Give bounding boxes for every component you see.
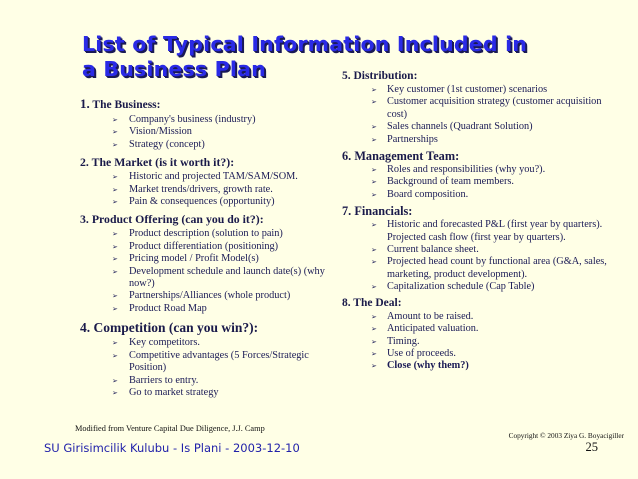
item-text: Customer acquisition strategy (customer acquisition cost) [387,96,602,120]
list-item [342,96,624,121]
section-number: 6. [342,149,352,164]
arrow-bullet-icon: ➢ [371,258,377,267]
section-title: The Deal: [353,296,402,309]
arrow-bullet-icon: ➢ [371,178,377,187]
section-number: 7. [342,204,352,219]
list-item [80,350,342,375]
item-text: Anticipated valuation. [387,323,479,335]
bullet-list [80,337,342,399]
page-number: 25 [585,440,598,454]
section-distribution [342,68,624,146]
arrow-bullet-icon: ➢ [112,173,118,182]
bullet-list [342,84,624,146]
item-text: Historic and projected TAM/SAM/SOM. [129,171,298,183]
section-financials [342,203,624,293]
list-item [342,360,624,372]
arrow-bullet-icon: ➢ [371,337,377,346]
bullet-list [80,171,342,208]
section-heading [80,318,342,337]
arrow-bullet-icon: ➢ [112,267,118,276]
list-item [342,244,624,256]
list-item [80,266,342,291]
item-text: Product differentiation (positioning) [129,240,279,252]
arrow-bullet-icon: ➢ [112,292,118,301]
arrow-bullet-icon: ➢ [371,349,377,358]
list-item [342,176,624,188]
arrow-bullet-icon: ➢ [371,312,377,321]
list-item [342,121,624,133]
item-text: Partnerships [387,133,438,145]
arrow-bullet-icon: ➢ [371,135,377,144]
section-heading [80,154,342,171]
item-text: Board composition. [387,188,469,200]
source-credit: Modified from Venture Capital Due Diligence, J.J. Camp [75,424,265,433]
list-item [342,134,624,146]
list-item [80,228,342,240]
item-text: Close (why them?) [387,360,469,372]
right-column [342,68,624,373]
arrow-bullet-icon: ➢ [371,166,377,175]
item-text: Partnerships/Alliances (whole product) [129,290,291,302]
bullet-list [342,164,624,201]
list-item [80,139,342,151]
section-number: 1. [80,96,90,111]
list-item [342,348,624,360]
arrow-bullet-icon: ➢ [371,190,377,199]
item-text: Key competitors. [129,337,200,349]
arrow-bullet-icon: ➢ [371,221,377,230]
item-text: Pricing model / Profit Model(s) [129,253,259,265]
arrow-bullet-icon: ➢ [112,339,118,348]
title-line-2: a Business Plan [82,57,266,81]
bullet-list [80,114,342,151]
item-text: Historic and forecasted P&L (first year by quarters). Projected cash flow (first year by quarters). [387,219,603,243]
arrow-bullet-icon: ➢ [112,140,118,149]
section-heading [342,203,624,219]
arrow-bullet-icon: ➢ [371,123,377,132]
arrow-bullet-icon: ➢ [371,86,377,94]
list-item [80,387,342,399]
list-item [80,253,342,265]
arrow-bullet-icon: ➢ [371,246,377,255]
arrow-bullet-icon: ➢ [112,304,118,313]
list-item [342,256,624,281]
list-item [80,126,342,138]
section-title: Management Team: [354,149,460,164]
arrow-bullet-icon: ➢ [112,198,118,207]
arrow-bullet-icon: ➢ [112,242,118,251]
item-text: Go to market strategy [129,386,219,398]
item-text: Product description (solution to pain) [129,228,283,240]
section-number: 2. [80,155,89,170]
section-title: Competition (can you win?): [93,320,259,336]
bullet-list [342,219,624,293]
item-text: Product Road Map [129,302,207,314]
item-text: Timing. [387,335,420,347]
arrow-bullet-icon: ➢ [112,128,118,137]
item-text: Vision/Mission [129,126,192,138]
list-item [342,219,624,244]
item-text: Sales channels (Quadrant Solution) [387,121,533,133]
slide-footer: SU Girisimcilik Kulubu - Is Plani - 2003-12-10 [44,441,300,455]
item-text: Barriers to entry. [129,374,199,386]
section-heading [80,211,342,228]
section-product-offering [80,211,342,315]
item-text: Development schedule and launch date(s) (why now?) [129,265,325,290]
list-item [80,171,342,183]
item-text: Capitalization schedule (Cap Table) [387,281,535,293]
section-title: The Business: [92,99,161,111]
item-text: Amount to be raised. [387,310,474,322]
section-number: 3. [80,212,89,227]
arrow-bullet-icon: ➢ [112,351,118,360]
arrow-bullet-icon: ➢ [112,388,118,397]
item-text: Use of proceeds. [387,347,456,359]
section-the-deal [342,295,624,373]
list-item [342,311,624,323]
arrow-bullet-icon: ➢ [371,98,377,107]
list-item [342,323,624,335]
item-text: Pain & consequences (opportunity) [129,196,275,208]
section-heading [342,68,624,84]
list-item [80,196,342,208]
list-item [342,164,624,176]
list-item [80,290,342,302]
section-competition [80,318,342,399]
section-business [80,96,342,151]
list-item [342,281,624,293]
list-item [342,189,624,201]
list-item [80,337,342,349]
arrow-bullet-icon: ➢ [371,362,377,371]
item-text: Competitive advantages (5 Forces/Strategic Position) [129,349,309,374]
section-title: Product Offering (can you do it?): [91,212,264,227]
list-item [342,336,624,348]
arrow-bullet-icon: ➢ [371,283,377,292]
item-text: Market trends/drivers, growth rate. [129,183,273,195]
title-line-1: List of Typical Information Included in [82,32,528,56]
section-number: 8. [342,296,351,309]
list-item [80,241,342,253]
list-item [80,114,342,126]
arrow-bullet-icon: ➢ [112,116,118,124]
section-heading [342,148,624,164]
section-market [80,154,342,208]
item-text: Company's business (industry) [129,114,256,125]
list-item [80,184,342,196]
section-heading [80,96,342,113]
section-management-team [342,148,624,201]
arrow-bullet-icon: ➢ [112,185,118,194]
arrow-bullet-icon: ➢ [112,255,118,264]
item-text: Strategy (concept) [129,138,205,150]
bullet-list [342,311,624,373]
section-number: 5. [342,70,351,82]
bullet-list [80,228,342,315]
list-item [342,84,624,96]
arrow-bullet-icon: ➢ [112,230,118,239]
item-text: Key customer (1st customer) scenarios [387,84,548,95]
section-title: Distribution: [353,70,418,82]
arrow-bullet-icon: ➢ [371,325,377,334]
item-text: Background of team members. [387,176,514,188]
copyright-notice: Copyright © 2003 Ziya G. Boyacigiller [508,431,624,440]
section-title: Financials: [354,204,413,219]
item-text: Current balance sheet. [387,244,479,256]
list-item [80,303,342,315]
list-item [80,375,342,387]
left-column [80,96,342,399]
section-heading [342,295,624,311]
section-title: The Market (is it worth it?): [91,155,235,170]
item-text: Projected head count by functional area (G&A, sales, marketing, product development). [387,256,607,280]
item-text: Roles and responsibilities (why you?). [387,164,546,176]
section-number: 4. [80,320,91,336]
arrow-bullet-icon: ➢ [112,376,118,385]
